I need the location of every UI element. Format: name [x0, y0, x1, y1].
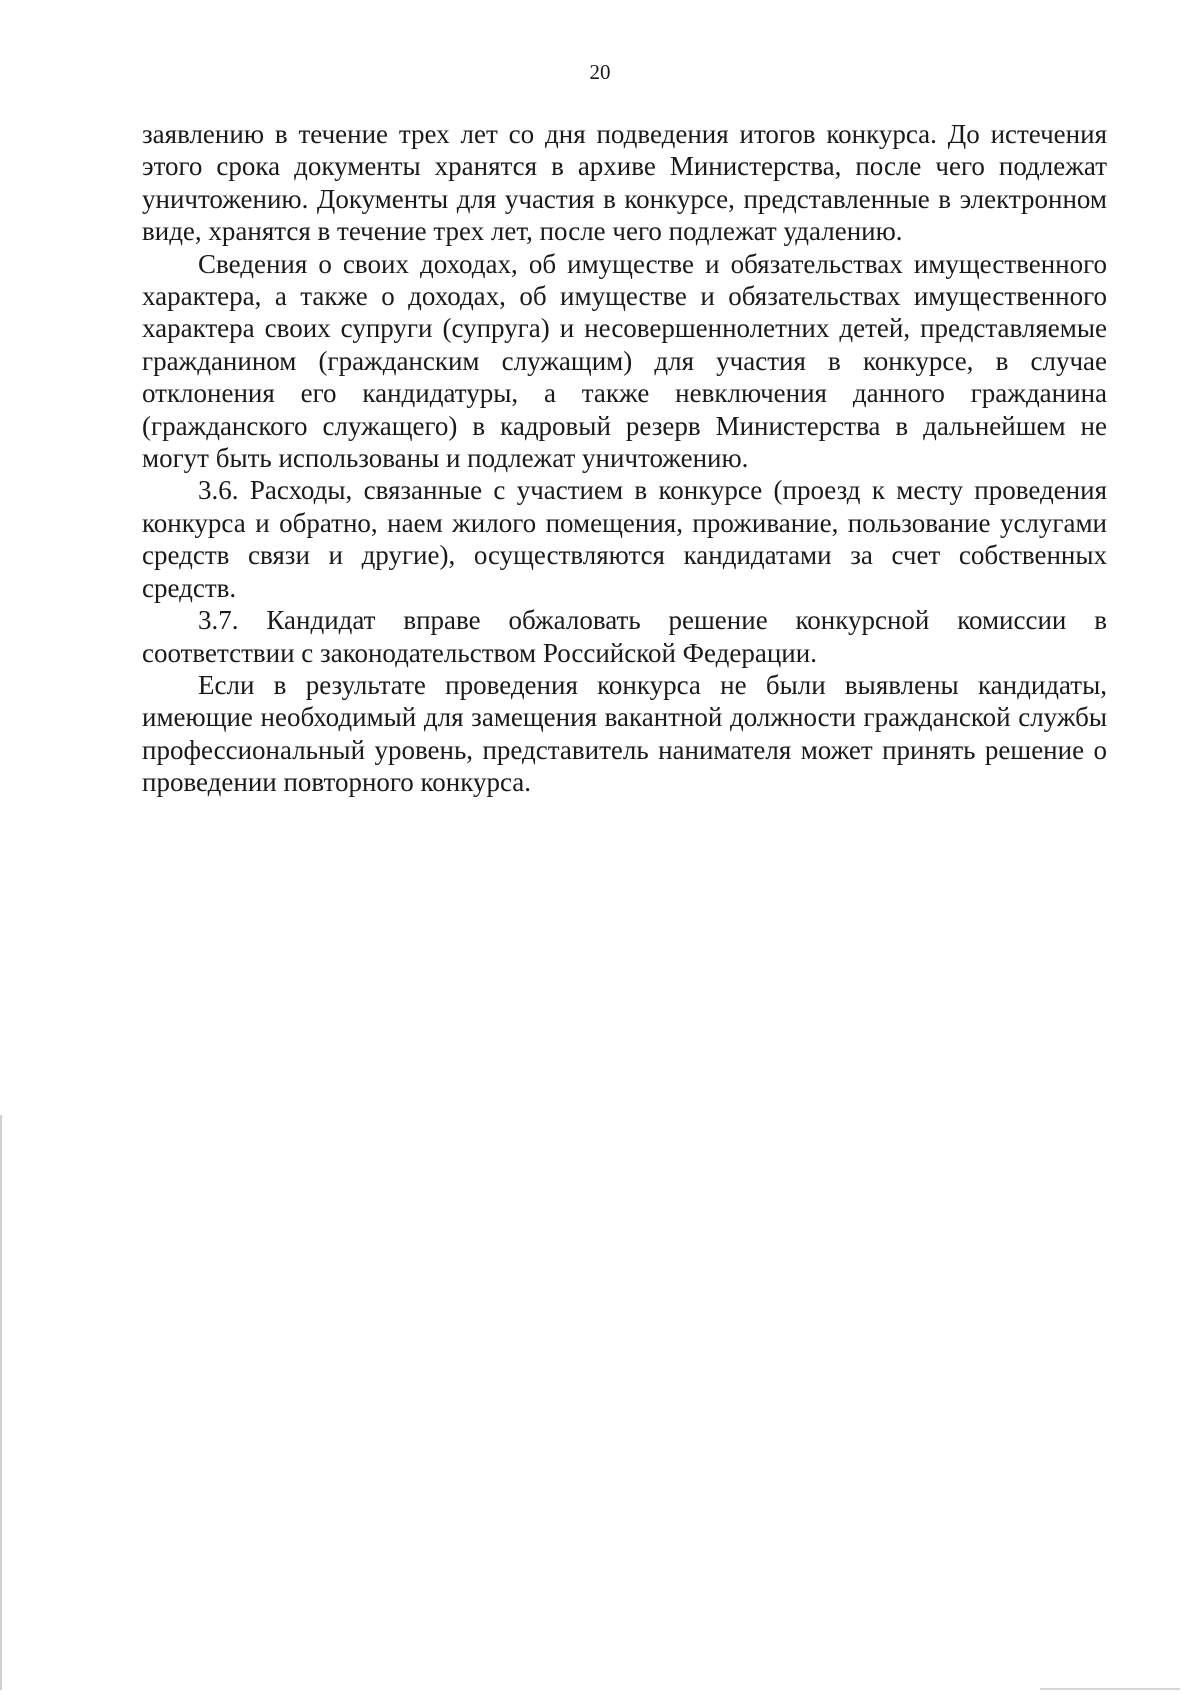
- paragraph-continuation: заявлению в течение трех лет со дня подведения итогов конкурса. До истечения этого срока документы хранятся в архиве Министерства, после чего подлежат уничтожению. Документы для участия в конкурсе, представленные в электронном виде, хранятся в течение трех лет, после чего подлежат удалению.: [142, 119, 1107, 247]
- scan-bottom-mark: [1040, 1688, 1180, 1690]
- paragraph-repeat-contest: Если в результате проведения конкурса не были выявлены кандидаты, имеющие необходимый для замещения вакантной должности гражданской службы профессиональный уровень, представитель нанимателя может принять решение о проведении повторного конкурса.: [142, 669, 1107, 798]
- paragraph-3-7-appeal: 3.7. Кандидат вправе обжаловать решение конкурсной комиссии в соответствии с законодательством Российской Федерации.: [142, 605, 1107, 668]
- paragraph-income-information: Сведения о своих доходах, об имуществе и обязательствах имущественного характера, а также о доходах, об имуществе и обязательствах имущественного характера своих супруги (супруга) и несовершеннолетних детей, представляемые гражданином (гражданским служащим) для участия в конкурсе, в случае отклонения его кандидатуры, а также невключения данного гражданина (гражданского служащего) в кадровый резерв Министерства в дальнейшем не могут быть использованы и подлежат уничтожению.: [142, 248, 1107, 474]
- scan-edge-line: [0, 1115, 2, 1690]
- document-body: [142, 118, 1107, 799]
- page-number: 20: [589, 60, 611, 84]
- paragraph-3-6-expenses: 3.6. Расходы, связанные с участием в конкурсе (проезд к месту проведения конкурса и обратно, наем жилого помещения, проживание, пользование услугами средств связи и другие), осуществляются кандидатами за счет собственных средств.: [142, 475, 1107, 603]
